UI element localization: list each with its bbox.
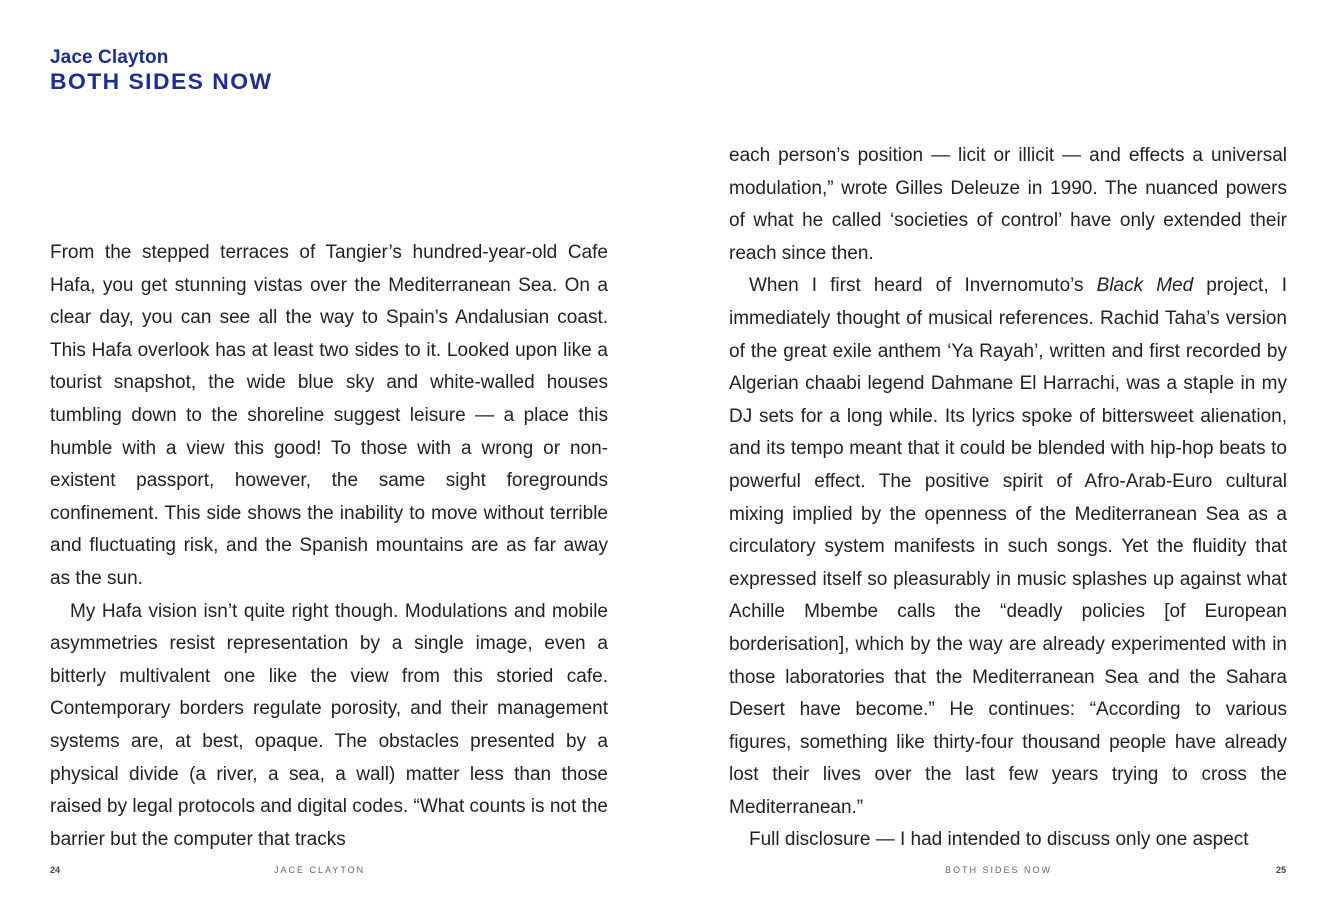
right-page-number: 25 — [1276, 865, 1287, 875]
paragraph-1: From the stepped terraces of Tangier’s hundred-year-old Cafe Hafa, you get stunning vistas over the Mediterranean Sea. On a clear day, you can see all the way to Spain’s Andalusian coast. This Hafa overlook has at least two sides to it. Looked upon like a tourist snapshot, the wide blue sky and white-walled houses tumbling down to the shoreline suggest leisure — a place this humble with a view this good! To those with a wrong or non-existent passport, however, the same sight foregrounds confinement. This side shows the inability to move without terrible and fluctuating risk, and the Spanish mountains are as far away as the sun. — [50, 242, 608, 589]
left-page-body — [50, 237, 608, 856]
essay-title: BOTH SIDES NOW — [50, 69, 273, 94]
right-page-body — [729, 140, 1287, 857]
left-page-number: 24 — [50, 865, 61, 875]
paragraph-4-text-end: project, I immediately thought of musical references. Rachid Taha’s version of the great exile anthem ‘Ya Rayah’, written and first recorded by Algerian chaabi legend Dahmane El Harrachi, was a staple in my DJ sets for a long while. Its lyrics spoke of bittersweet alienation, and its tempo meant that it could be blended with hip-hop beats to powerful effect. The positive spirit of Afro-Arab-Euro cultural mixing implied by the openness of the Mediterranean Sea as a circulatory system manifests in such songs. Yet the fluidity that expressed itself so pleasurably in music splashes up against what Achille Mbembe calls the “deadly policies [of European borderisation], which by the way are already experimented with in those laboratories that the Mediterranean Sea and the Sahara Desert have become.” He continues: “According to various figures, something like thirty-four thousand people have already lost their lives over the last few years trying to cross the Mediterranean.” — [729, 275, 1288, 818]
paragraph-5: Full disclosure — I had intended to discuss only one aspect — [749, 829, 1249, 851]
paragraph-4 — [729, 270, 1287, 824]
project-title-italic: Black Med — [1096, 275, 1194, 297]
paragraph-2: My Hafa vision isn’t quite right though. Modulations and mobile asymmetries resist representation by a single image, even a bitterly multivalent one like the view from this storied cafe. Contemporary borders regulate porosity, and their management systems are, at best, opaque. The obstacles presented by a physical divide (a river, a sea, a wall) matter less than those raised by legal protocols and digital codes. “What counts is not the barrier but the computer that tracks — [50, 600, 608, 850]
right-running-head: BOTH SIDES NOW — [945, 865, 1053, 875]
paragraph-4-text-start: When I first heard of Invernomuto’s — [749, 275, 1097, 297]
paragraph-3: each person’s position — licit or illicit — and effects a universal modulation,” wrote Gilles Deleuze in 1990. The nuanced powers of what he called ‘societies of control’ have only extended their reach since then. — [729, 145, 1287, 264]
author-name: Jace Clayton — [50, 47, 169, 68]
left-running-head: JACE CLAYTON — [274, 865, 366, 875]
